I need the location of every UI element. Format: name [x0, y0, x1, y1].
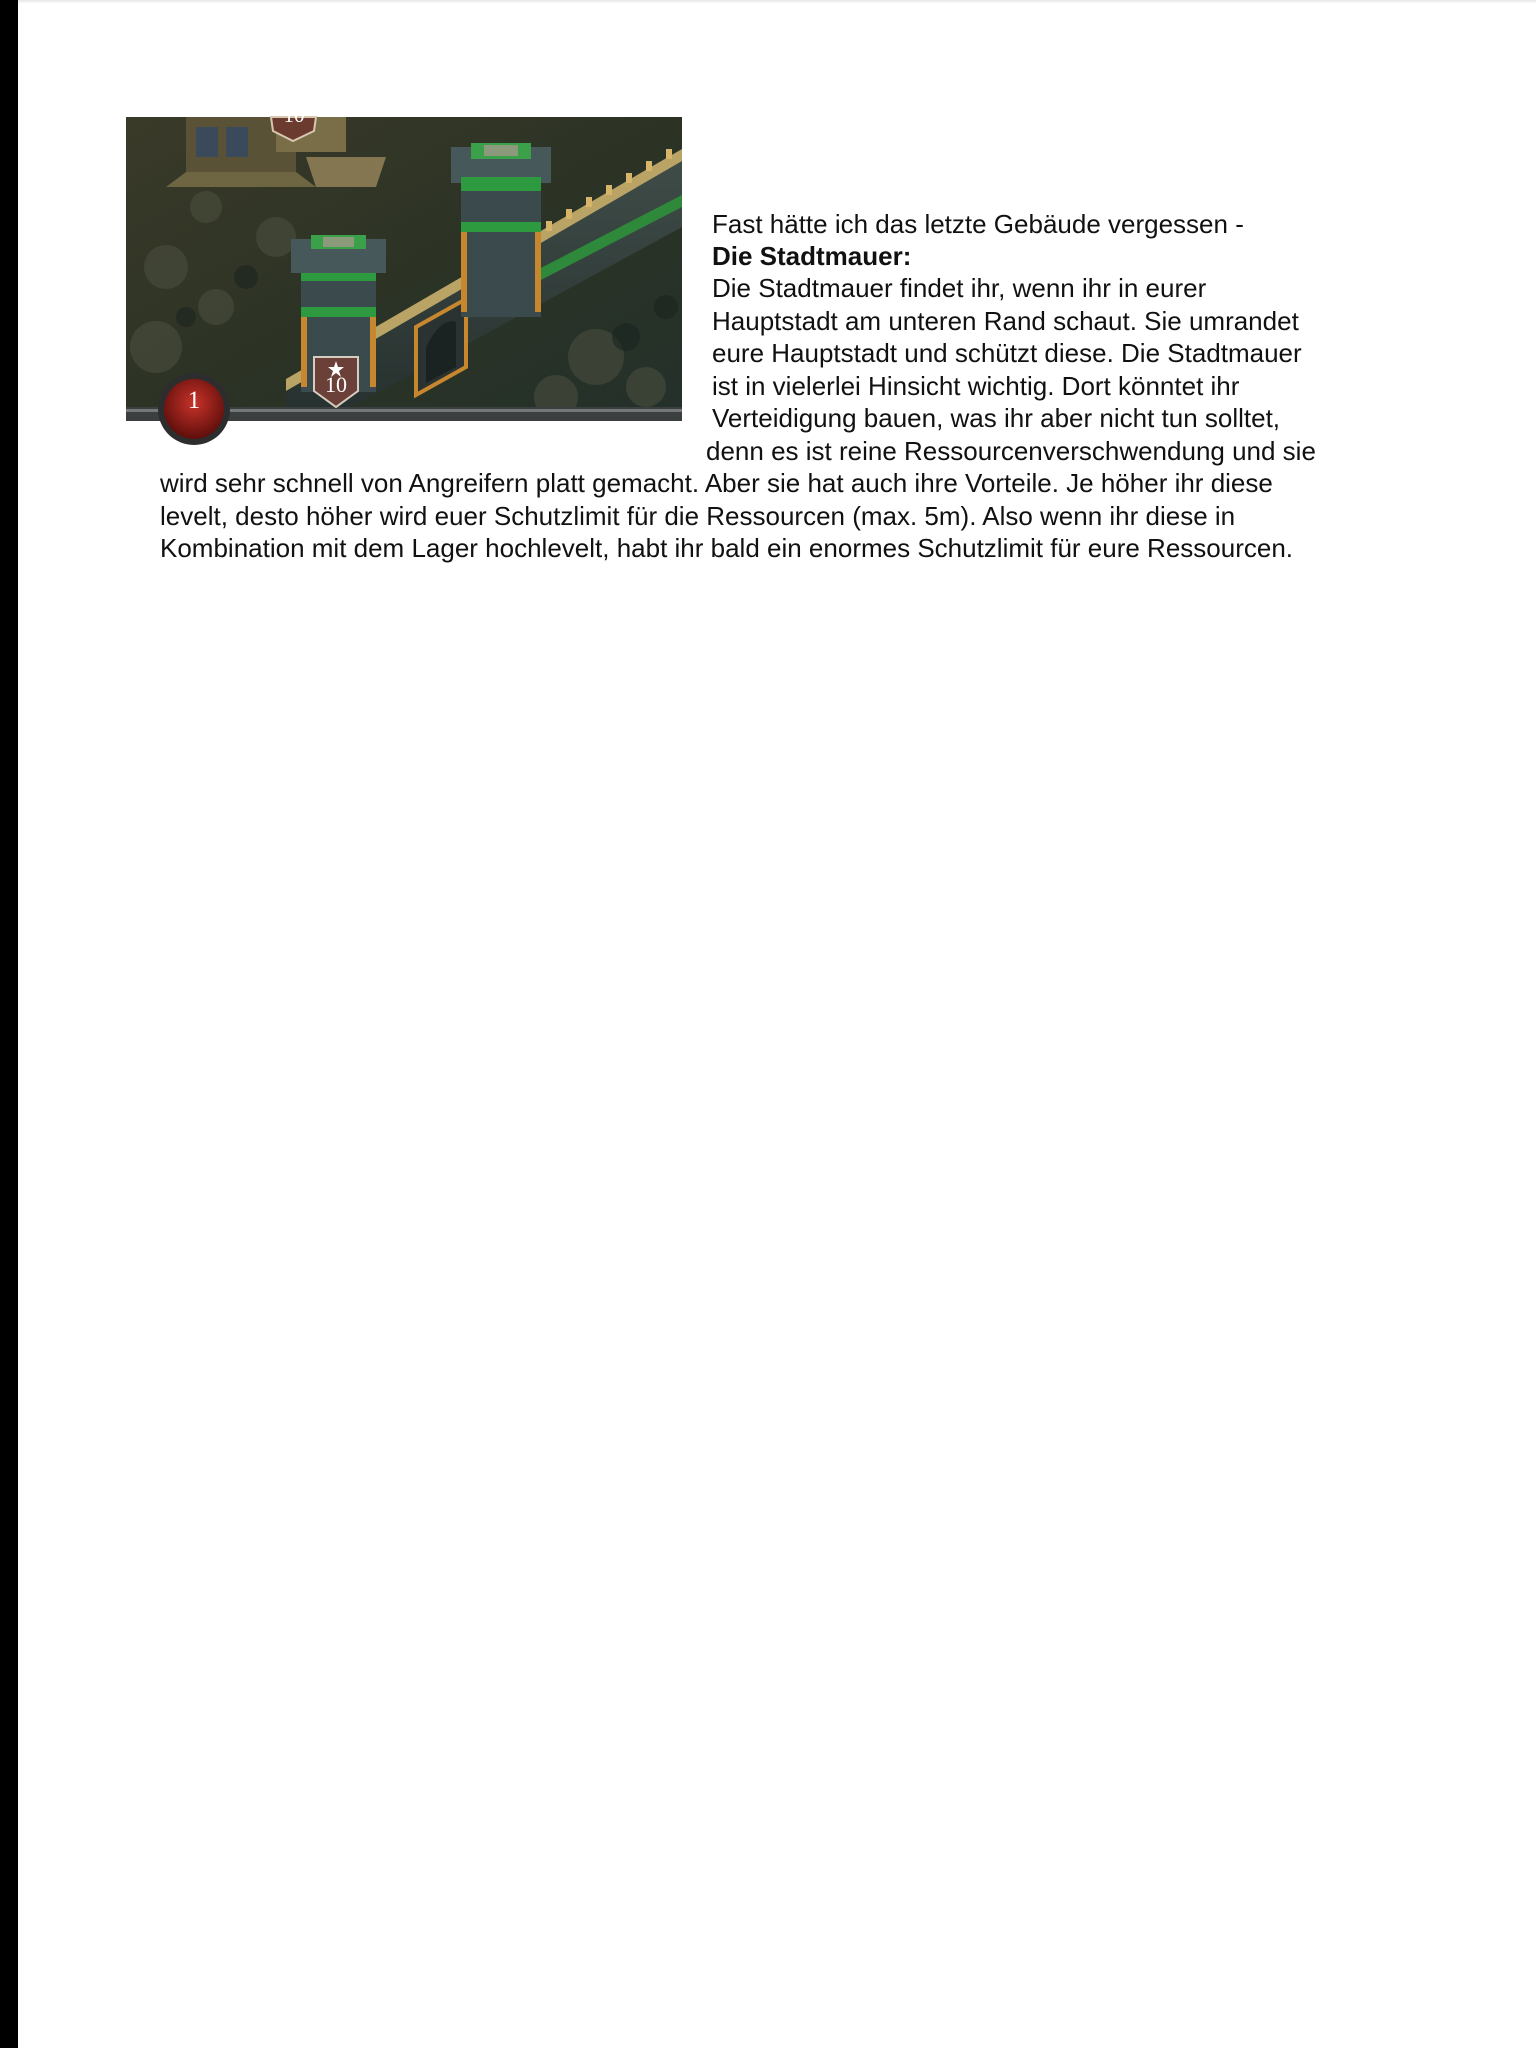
paragraph-line: Verteidigung bauen, was ihr aber nicht tun solltet,: [712, 403, 1281, 433]
paragraph-line: wird sehr schnell von Angreifern platt gemacht. Aber sie hat auch ihre Vorteile. Je höher ihr diese: [160, 468, 1273, 498]
paragraph-line: levelt, desto höher wird euer Schutzlimit für die Ressourcen (max. 5m). Also wenn ihr diese in: [160, 501, 1236, 531]
badge-top-label: 10: [283, 103, 305, 127]
level-badge-label: 10: [325, 372, 347, 397]
intro-line: Fast hätte ich das letzte Gebäude vergessen -: [712, 209, 1244, 239]
page-top-edge: [18, 0, 1536, 3]
paragraph-line: eure Hauptstadt und schützt diese. Die Stadtmauer: [712, 338, 1302, 368]
paragraph-line: Kombination mit dem Lager hochlevelt, habt ihr bald ein enormes Schutzlimit für eure Ressourcen.: [160, 533, 1294, 563]
paragraph-line: Die Stadtmauer findet ihr, wenn ihr in eurer: [712, 273, 1207, 303]
paragraph-line: Hauptstadt am unteren Rand schaut. Sie umrandet: [712, 306, 1299, 336]
city-wall-screenshot: [126, 103, 682, 421]
city-wall-illustration: [126, 117, 682, 421]
counter-orb-label: 1: [187, 387, 201, 414]
document-page: [18, 0, 1536, 2048]
paragraph-line: denn es ist reine Ressourcenverschwendung und sie: [706, 436, 1316, 466]
section-heading: Die Stadtmauer:: [712, 241, 912, 271]
paragraph-line: ist in vielerlei Hinsicht wichtig. Dort könntet ihr: [712, 371, 1240, 401]
